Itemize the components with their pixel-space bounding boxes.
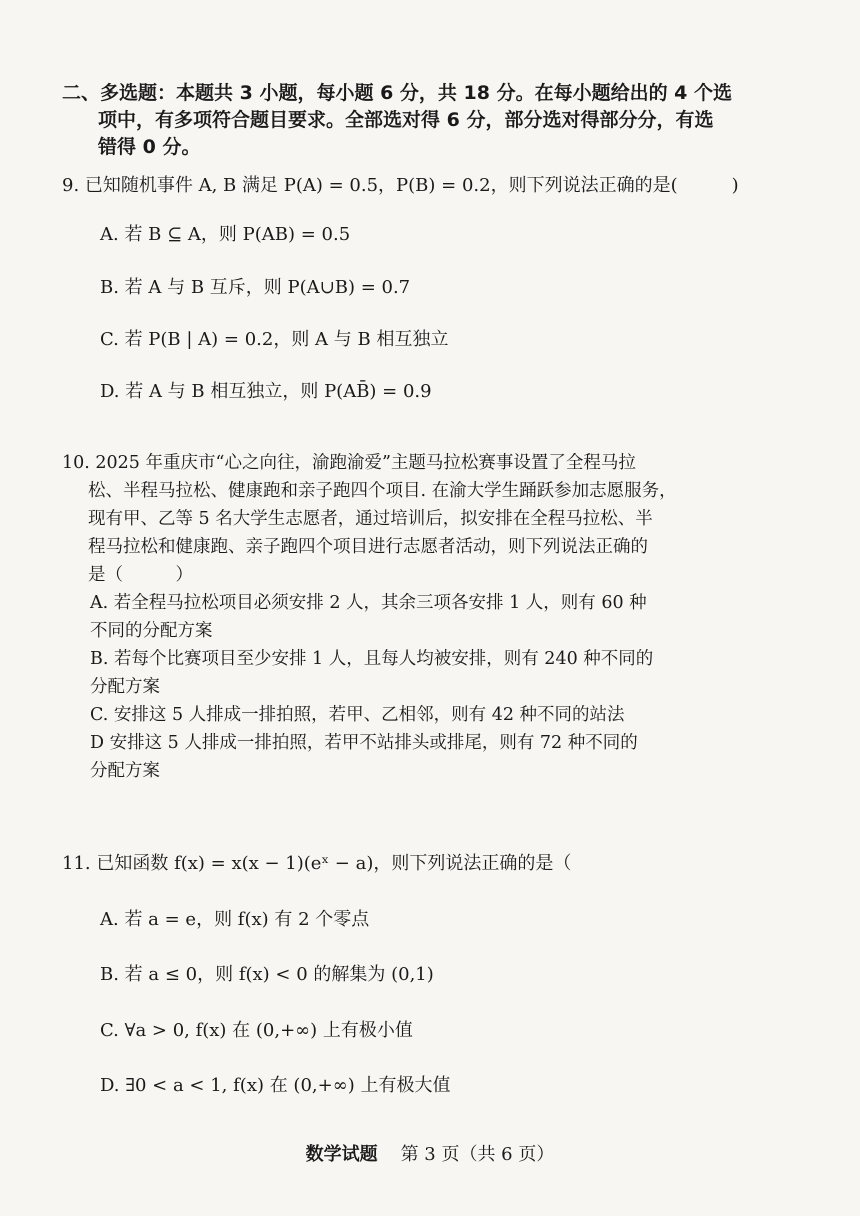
q10-option-a-cont: 不同的分配方案 [90, 621, 213, 641]
q10-line-4: 程马拉松和健康跑、亲子跑四个项目进行志愿者活动，则下列说法正确的 [88, 537, 648, 557]
page-footer [0, 1140, 860, 1166]
section-heading [62, 80, 752, 161]
q10-option-c: C. 安排这 5 人排成一排拍照，若甲、乙相邻，则有 42 种不同的站法 [90, 705, 625, 725]
q9-option-d: D. 若 A 与 B 相互独立，则 P(AB̄) = 0.9 [100, 381, 432, 402]
q10-option-a: A. 若全程马拉松项目必须安排 2 人，其余三项各安排 1 人，则有 60 种 [90, 593, 647, 613]
q10-option-d: D 安排这 5 人排成一排拍照，若甲不站排头或排尾，则有 72 种不同的 [90, 733, 638, 753]
q11-stem: 11. 已知函数 f(x) = x(x − 1)(eˣ − a)，则下列说法正确的是（ [62, 853, 572, 874]
footer-subject: 数学试题 [305, 1144, 378, 1165]
q10-option-b-cont: 分配方案 [90, 677, 160, 697]
q11-option-b: B. 若 a ≤ 0，则 f(x) < 0 的解集为 (0,1) [100, 964, 434, 985]
q11-option-a: A. 若 a = e，则 f(x) 有 2 个零点 [100, 909, 370, 930]
q10-line-5: 是（ ） [88, 565, 193, 585]
q11-option-d: D. ∃0 < a < 1, f(x) 在 (0,+∞) 上有极大值 [100, 1075, 451, 1096]
q9-option-c: C. 若 P(B | A) = 0.2，则 A 与 B 相互独立 [100, 329, 449, 350]
q10-line-1: 10. 2025 年重庆市“心之向往，渝跑渝爱”主题马拉松赛事设置了全程马拉 [62, 453, 636, 473]
q11-option-c: C. ∀a > 0, f(x) 在 (0,+∞) 上有极小值 [100, 1020, 413, 1041]
section-line-3: 错得 0 分。 [98, 136, 201, 158]
q10-line-3: 现有甲、乙等 5 名大学生志愿者，通过培训后，拟安排在全程马拉松、半 [88, 509, 653, 529]
q9-option-a: A. 若 B ⊆ A，则 P(AB) = 0.5 [100, 224, 351, 245]
section-line-1: 二、多选题：本题共 3 小题，每小题 6 分，共 18 分。在每小题给出的 4 个选 [62, 82, 733, 104]
q10-line-2: 松、半程马拉松、健康跑和亲子跑四个项目. 在渝大学生踊跃参加志愿服务， [88, 481, 677, 501]
q10-block [62, 449, 732, 785]
q10-option-d-cont: 分配方案 [90, 761, 160, 781]
q9-option-b: B. 若 A 与 B 互斥，则 P(A∪B) = 0.7 [100, 277, 411, 298]
section-line-2: 项中，有多项符合题目要求。全部选对得 6 分，部分选对得部分分，有选 [98, 109, 714, 131]
footer-page-number: 第 3 页（共 6 页） [400, 1144, 555, 1165]
q9-stem: 9. 已知随机事件 A, B 满足 P(A) = 0.5，P(B) = 0.2，则下列说法正确的是( ) [62, 175, 739, 196]
q10-option-b: B. 若每个比赛项目至少安排 1 人，且每人均被安排，则有 240 种不同的 [90, 649, 654, 669]
